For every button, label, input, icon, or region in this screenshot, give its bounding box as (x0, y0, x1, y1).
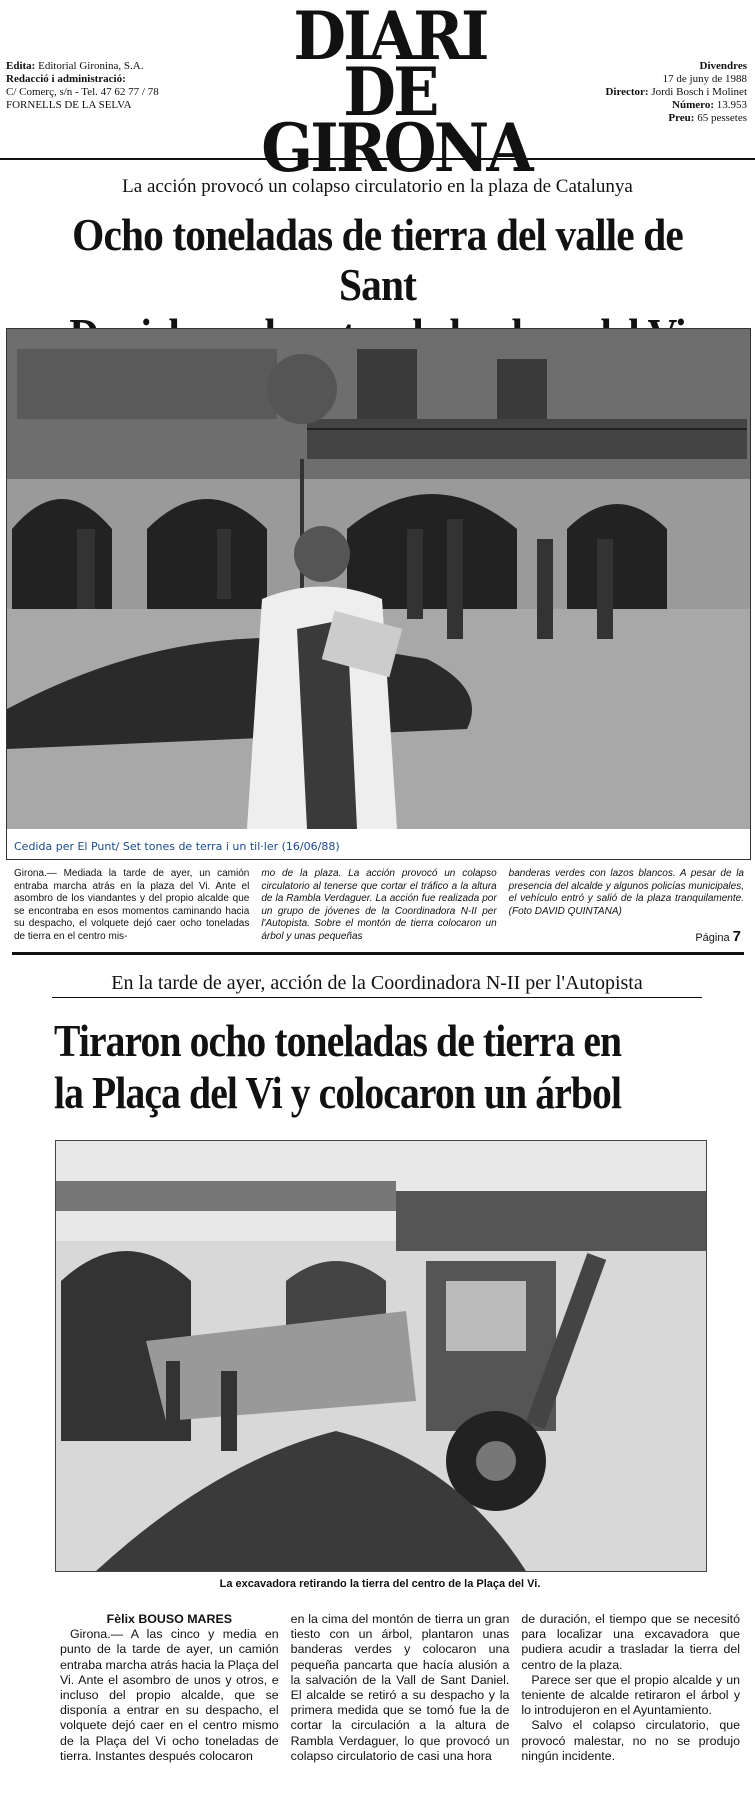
article2-headline (54, 1015, 661, 1119)
title-line-2: GIRONA (261, 109, 531, 187)
article1-column-1: Girona.— Mediada la tarde de ayer, un camión entraba marcha atrás en la plaza del Vi. Ante el asombro de los viandantes y del propio alcalde que se encontraba en esos momentos caminando hacia su despacho, el volquete dejó caer ocho toneladas de tierra en el centro mis- (14, 868, 250, 942)
article2-column-3 (521, 1612, 740, 1764)
masthead-issue-info (517, 60, 747, 125)
page-number: 7 (732, 928, 741, 945)
article2-column-3-paragraph-1: de duración, el tiempo que se necesitó para localizar una excavadora que pudiera acudir a trasladar la tierra del centro de la plaza. (521, 1612, 741, 1672)
issue-price: 65 pessetes (697, 112, 747, 124)
article2-column-2 (291, 1612, 510, 1764)
article1-column-2: mo de la plaza. La acción provocó un colapso circulatorio al tenerse que cortar el tráfico a la altura de la Rambla Verdaguer. La acción fue realizada por un grupo de jóvenes de la Coordinadora N-II per l'Autopista. Sobre el montón de tierra colocaron un árbol y unas pequeñas (261, 868, 497, 942)
page-reference (695, 928, 741, 945)
article2-byline: Fèlix BOUSO MARES (106, 1612, 232, 1626)
editorial-office-label: Redacció i administració: (6, 73, 126, 85)
article1-kicker: La acción provocó un colapso circulatorio en la plaza de Catalunya (122, 176, 633, 197)
article2-column-1 (60, 1612, 279, 1764)
article1-column-3: banderas verdes con lazos blancos. A pesar de la presencia del alcalde y algunos policías municipales, el vehículo entró y salió de la plaza tranquilamente. (Foto DAVID QUINTANA) (508, 868, 744, 917)
page-label: Página (695, 932, 730, 944)
article1-photo-caption: Cedida per El Punt/ Set tones de terra i un til·ler (16/06/88) (14, 840, 340, 853)
article2-headline-line2: la Plaça del Vi y colocaron un árbol (54, 1068, 622, 1118)
price-label: Preu: (668, 112, 695, 124)
article-separator (12, 952, 744, 955)
publisher-label: Edita: (6, 60, 36, 72)
issue-day: Divendres (699, 60, 747, 72)
article2-photo (55, 1140, 707, 1572)
article1-headline-line1: Ocho toneladas de tierra del valle de Sant (72, 209, 683, 310)
article2-photo-caption: La excavadora retirando la tierra del centro de la Plaça del Vi. (219, 1578, 541, 1590)
publisher-value: Editorial Gironina, S.A. (38, 60, 144, 72)
issue-number: 13.953 (716, 99, 747, 111)
title-line-1: DIARI DE (293, 0, 487, 131)
article1-body (14, 868, 744, 943)
article2-kicker: En la tarde de ayer, acción de la Coordinadora N-II per l'Autopista (52, 972, 702, 998)
masthead-publisher-info (6, 60, 226, 112)
article2-body (60, 1612, 740, 1764)
article2-headline-line1: Tiraron ocho toneladas de tierra en (54, 1016, 622, 1066)
excavator-scene-photo (56, 1141, 706, 1571)
town-line: FORNELLS DE LA SELVA (6, 99, 132, 111)
address-line: C/ Comerç, s/n - Tel. 47 62 77 / 78 (6, 86, 159, 98)
plaza-scene-photo (7, 329, 750, 829)
number-label: Número: (672, 99, 714, 111)
article2-column-3-paragraph-3: Salvo el colapso circulatorio, que provocó malestar, no no se produjo ningún incidente. (521, 1718, 741, 1763)
director-name: Jordi Bosch i Molinet (651, 86, 747, 98)
article1-photo (6, 328, 751, 860)
newspaper-title (261, 0, 531, 187)
article2-column-3-paragraph-2: Parece ser que el propio alcalde y un teniente de alcalde retiraron el árbol y lo introdujeron en el Ayuntamiento. (521, 1672, 741, 1718)
article2-column-2-text: en la cima del montón de tierra un gran tiesto con un árbol, plantaron unas banderas verdes y colocaron una pequeña pancarta que hacía alusión a la salvación de la Vall de Sant Daniel. El alcalde se retiró a su despacho y la primera medida que se tomó fue la de cortar la circulación a la altura de Rambla Verdaguer, lo que provocó un colapso circulatorio de casi una hora (290, 1612, 510, 1763)
issue-date: 17 de juny de 1988 (662, 73, 747, 85)
director-label: Director: (605, 86, 649, 98)
article2-column-1-text: Girona.— A las cinco y media en punto de la tarde de ayer, un camión entraba marcha atrás hacia la Plaça del Vi. Ante el asombro de unos y otros, e incluso del propio alcalde, que se disponía a entrar en su despacho, el volquete dejó caer en el centro mismo de la Plaça del Vi ocho toneladas de tierra. Instantes después colocaron (60, 1627, 279, 1763)
masthead-rule (0, 158, 755, 160)
